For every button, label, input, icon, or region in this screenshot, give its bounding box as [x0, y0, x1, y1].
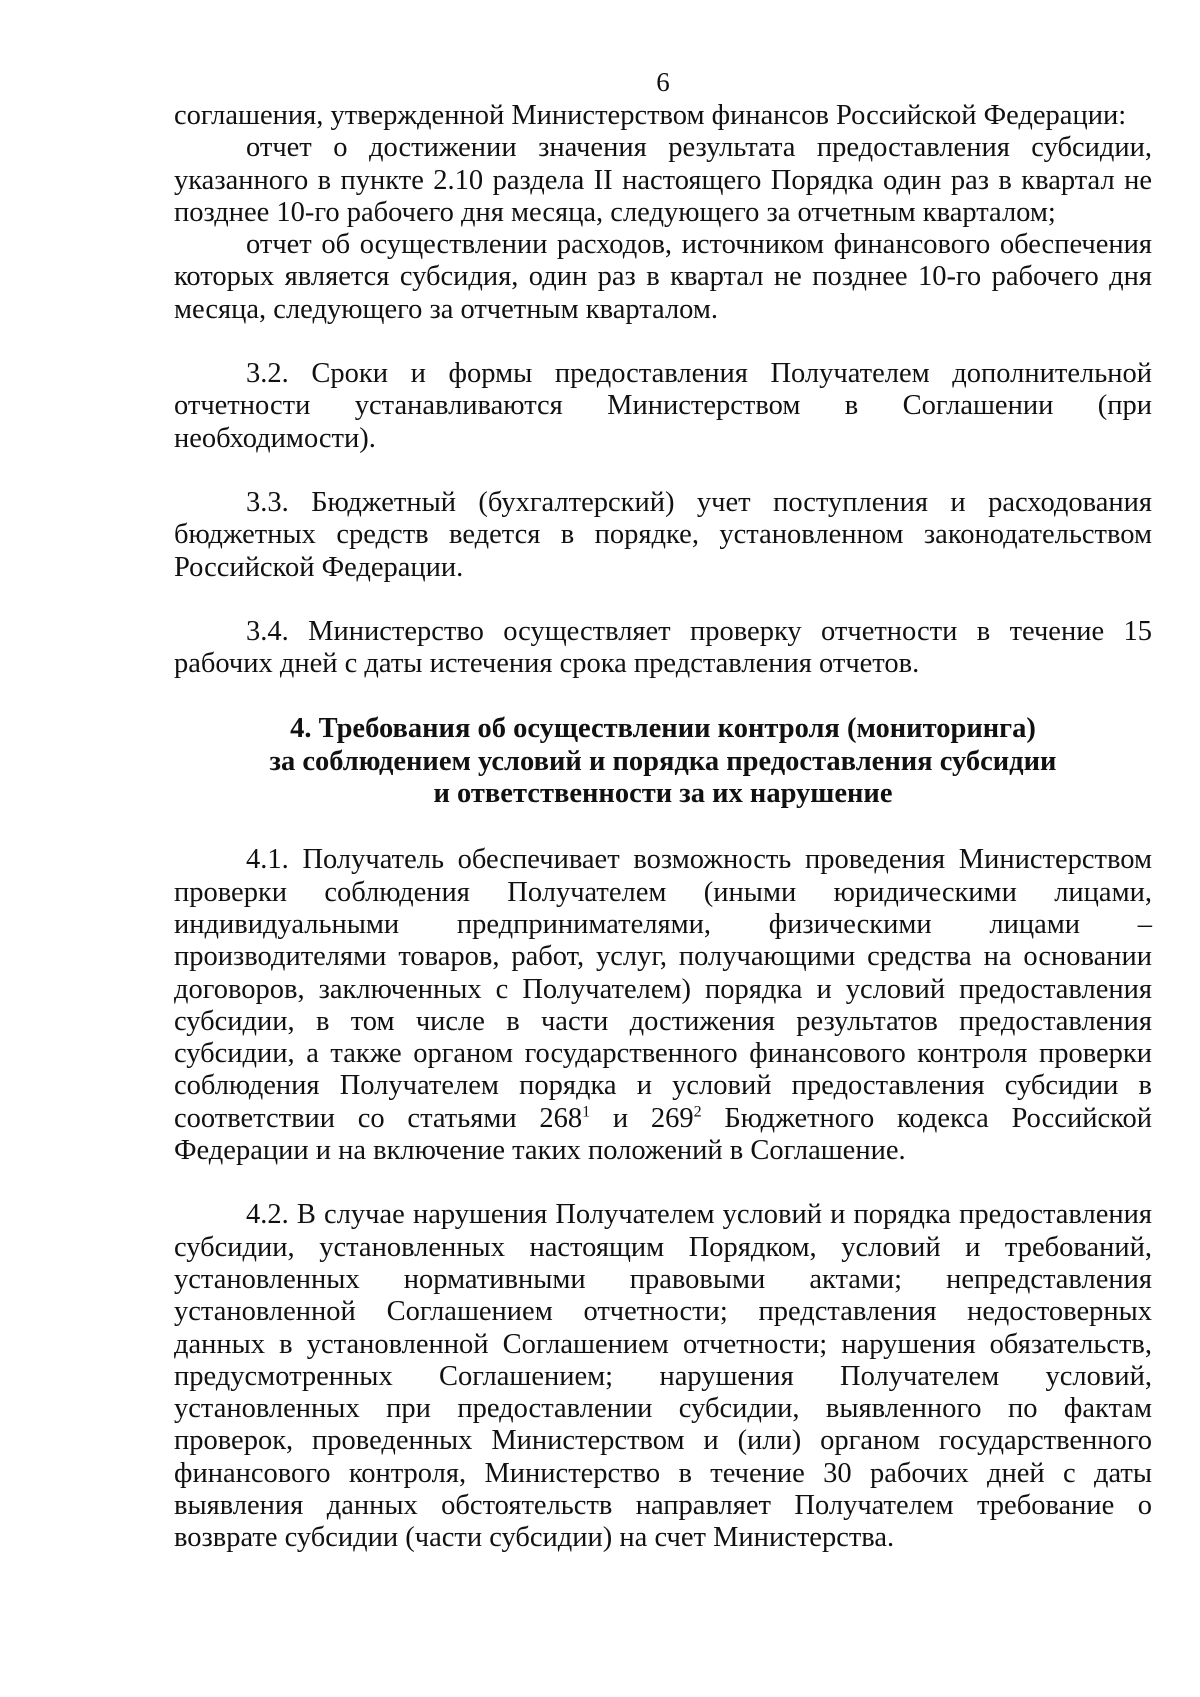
clause-4-1-superscript-2: 2 [693, 1103, 702, 1121]
clause-3-2: 3.2. Сроки и формы предоставления Получателем дополнительной отчетности устанавливаются Министерством в Соглашении (при необходимости). [174, 358, 1152, 454]
section-4-heading [174, 713, 1152, 810]
clause-4-1-part-3: Бюджетного кодекса Российской Федерации и на включение таких положений в Соглашение. [174, 1102, 1152, 1167]
paragraph-report-expenses: отчет об осуществлении расходов, источником финансового обеспечения которых является субсидия, один раз в квартал не позднее 10-го рабочего дня месяца, следующего за отчетным кварталом. [174, 229, 1152, 325]
section-4-heading-line-2: за соблюдением условий и порядка предоставления субсидии [269, 745, 1057, 777]
clause-4-1-part-2: и 269 [590, 1102, 694, 1134]
clause-4-2: 4.2. В случае нарушения Получателем условий и порядка предоставления субсидии, установленных настоящим Порядком, условий и требований, установленных нормативными правовыми актами; непредставления установленной Соглашением отчетности; представления недостоверных данных в установленной Соглашением отчетности; нарушения обязательств, предусмотренных Соглашением; нарушения Получателем условий, установленных при предоставлении субсидии, выявленного по фактам проверок, проведенных Министерством и (или) органом государственного финансового контроля, Министерство в течение 30 рабочих дней с даты выявления данных обстоятельств направляет Получателем требование о возврате субсидии (части субсидии) на счет Министерства. [174, 1199, 1152, 1554]
paragraph-continuation: соглашения, утвержденной Министерством финансов Российской Федерации: [174, 100, 1127, 131]
clause-3-4: 3.4. Министерство осуществляет проверку отчетности в течение 15 рабочих дней с даты истечения срока представления отчетов. [174, 615, 1152, 680]
section-4-heading-line-1: 4. Требования об осуществлении контроля (мониторинга) [290, 713, 1036, 745]
page-number: 6 [656, 67, 670, 97]
clause-4-1-superscript-1: 1 [582, 1103, 591, 1121]
clause-3-3: 3.3. Бюджетный (бухгалтерский) учет поступления и расходования бюджетных средств ведется в порядке, установленном законодательством Российской Федерации. [174, 486, 1152, 583]
section-4-heading-line-3: и ответственности за их нарушение [433, 778, 893, 810]
document-page [174, 66, 1152, 1555]
paragraph-report-result: отчет о достижении значения результата предоставления субсидии, указанного в пункте 2.10 раздела II настоящего Порядка один раз в квартал не позднее 10-го рабочего дня месяца, следующего за отчетным кварталом; [174, 132, 1152, 228]
clause-4-1-part-1: 4.1. Получатель обеспечивает возможность проведения Министерством проверки соблюдения Получателем (иными юридическими лицами, индивидуальными предпринимателями, физическими лицами – производителями товаров, работ, услуг, получающими средства на основании договоров, заключенных с Получателем) порядка и условий предоставления субсидии, в том числе в части достижения результатов предоставления субсидии, а также органом государственного финансового контроля проверки соблюдения Получателем порядка и условий предоставления субсидии в соответствии со статьями 268 [174, 844, 1152, 1134]
clause-4-1 [174, 844, 1152, 1167]
